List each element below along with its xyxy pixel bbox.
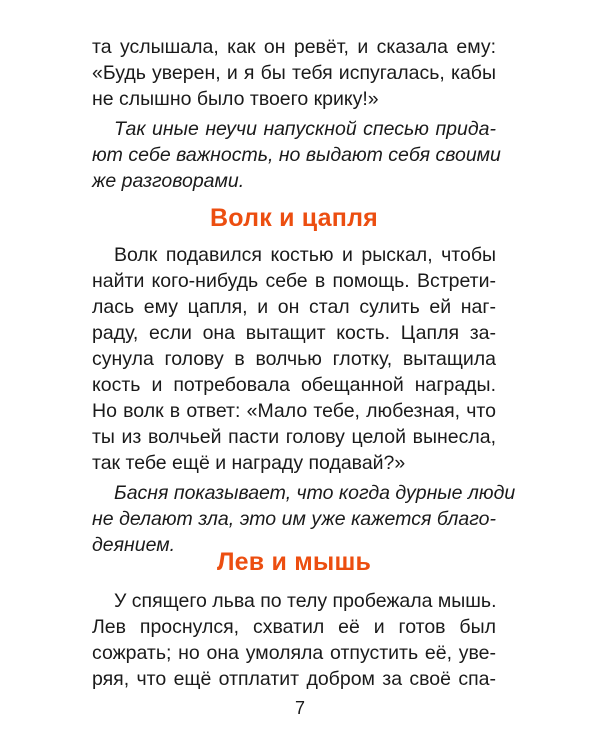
story-end <box>92 34 501 198</box>
fable-lion-paragraph <box>92 588 496 692</box>
text-line: Лев проснулся, схватил её и готов был <box>92 616 496 638</box>
moral-line: ют себе важность, но выдают себя своими <box>92 144 501 166</box>
text-line: сунула голову в волчью глотку, вытащила <box>92 348 496 370</box>
fable-title-wolf: Волк и цапля <box>210 204 378 232</box>
text-line: ряя, что ещё отплатит добром за своё спа- <box>92 668 496 690</box>
text-line: У спящего льва по телу пробежала мышь. <box>114 590 497 612</box>
text-line: кость и потребовала обещанной награды. <box>92 374 496 396</box>
fable-wolf-moral <box>92 480 516 558</box>
text-line: лась ему цапля, и он стал сулить ей наг- <box>92 296 496 318</box>
moral-line: Басня показывает, что когда дурные люди <box>114 482 516 504</box>
text-line: найти кого-нибудь себе в помощь. Встрети- <box>92 270 496 292</box>
page-number: 7 <box>294 698 305 718</box>
text-line: «Будь уверен, и я бы тебя испугалась, кабы <box>92 62 496 84</box>
story-end-paragraph <box>92 34 496 112</box>
text-line: раду, если она вытащит кость. Цапля за- <box>92 322 496 344</box>
text-line: так тебе ещё и награду подавай?» <box>92 452 406 474</box>
fable-lion-body <box>92 588 496 696</box>
moral-line: деянием. <box>92 534 176 556</box>
fable-wolf-paragraph <box>92 242 496 476</box>
moral-line: Так иные неучи напускной спесью прида- <box>114 118 496 140</box>
story-end-moral <box>92 116 501 194</box>
moral-line: не делают зла, это им уже кажется благо- <box>92 508 496 530</box>
text-line: сожрать; но она умоляла отпустить её, уве- <box>92 642 496 664</box>
moral-line: же разговорами. <box>92 170 245 192</box>
text-line: Но волк в ответ: «Мало тебе, любезная, что <box>92 400 496 422</box>
text-line: ты из волчьей пасти голову целой вынесла, <box>92 426 496 448</box>
text-line: Волк подавился костью и рыскал, чтобы <box>114 244 496 266</box>
text-line: та услышала, как он ревёт, и сказала ему: <box>92 36 496 58</box>
fable-title-lion: Лев и мышь <box>216 548 372 576</box>
text-line: не слышно было твоего крику!» <box>92 88 379 110</box>
fable-wolf-body <box>92 242 516 562</box>
